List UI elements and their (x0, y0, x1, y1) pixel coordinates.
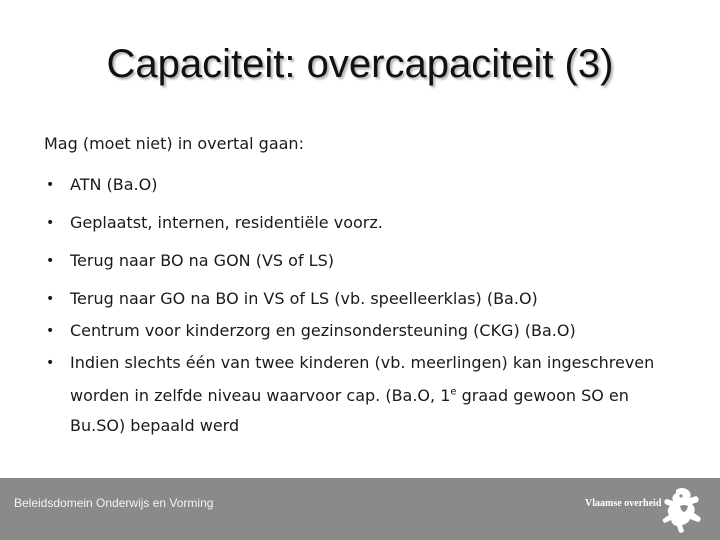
bullet-text: ATN (Ba.O) (70, 175, 158, 194)
list-item (44, 246, 684, 276)
bullet-text: Geplaatst, internen, residentiële voorz. (70, 213, 383, 232)
bullet-marker: • (46, 253, 55, 269)
bullet-marker: • (46, 291, 55, 307)
bullet-text: Terug naar BO na GON (VS of LS) (70, 251, 334, 270)
list-item (44, 284, 684, 314)
bullet-text-part: Indien slechts één van twee kinderen (vb. meerlingen) kan ingeschreven worden in zelfde niveau waarvoor cap. (Ba.O, 1 (70, 353, 655, 406)
bullet-marker: • (46, 323, 55, 339)
list-item (44, 208, 684, 238)
intro-text: Mag (moet niet) in overtal gaan: (44, 134, 304, 153)
slide-title: Capaciteit: overcapaciteit (3) (106, 42, 614, 86)
bullet-text (70, 353, 654, 435)
bullet-marker: • (46, 215, 55, 231)
bullet-marker: • (46, 355, 55, 371)
list-item (44, 170, 684, 200)
bullet-text: Centrum voor kinderzorg en gezinsondersteuning (CKG) (Ba.O) (70, 321, 576, 340)
bullet-list (44, 170, 684, 441)
footer-department: Beleidsdomein Onderwijs en Vorming (14, 496, 214, 510)
footer-bar (0, 478, 720, 540)
footer-government: Vlaamse overheid (585, 498, 662, 509)
list-item (44, 348, 684, 441)
list-item (44, 316, 684, 346)
bullet-text: Terug naar GO na BO in VS of LS (vb. speelleerklas) (Ba.O) (70, 289, 538, 308)
bullet-text-part: graad gewoon SO en Bu.SO) bepaald werd (70, 386, 629, 436)
bullet-marker: • (46, 177, 55, 193)
superscript: e (450, 387, 457, 398)
flemish-lion-icon (656, 484, 712, 534)
